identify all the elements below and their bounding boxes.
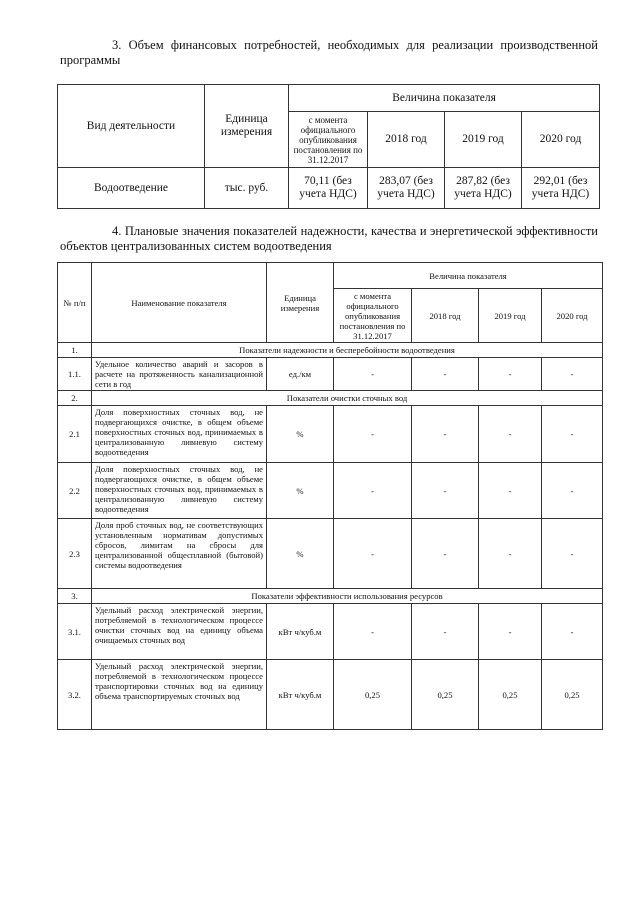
row-number: 2.1 <box>58 406 92 463</box>
financial-needs-table <box>57 84 600 209</box>
value-cell: 70,11 (без учета НДС) <box>289 168 368 209</box>
value-cell: - <box>412 604 479 660</box>
value-cell: - <box>479 519 542 589</box>
col-year-header: 2020 год <box>522 112 600 168</box>
row-number: 2.3 <box>58 519 92 589</box>
col-year-header: 2018 год <box>412 289 479 343</box>
value-cell: - <box>334 604 412 660</box>
value-cell: - <box>479 604 542 660</box>
row-number: 2.2 <box>58 463 92 519</box>
table-row <box>58 660 603 730</box>
col-value-header: Величина показателя <box>334 263 603 289</box>
col-since-header: с момента официального опубликования постановления по 31.12.2017 <box>334 289 412 343</box>
value-cell: - <box>479 406 542 463</box>
value-cell: - <box>542 358 603 391</box>
col-year-header: 2019 год <box>445 112 522 168</box>
indicators-table <box>57 262 603 730</box>
col-no-header: № п/п <box>58 263 92 343</box>
value-cell: 0,25 <box>334 660 412 730</box>
value-cell: - <box>542 406 603 463</box>
value-cell: - <box>412 406 479 463</box>
col-unit-header: Единица измерения <box>205 85 289 168</box>
indicator-name: Удельный расход электрической энергии, потребляемой в технологическом процессе транспортировки сточных вод на единицу объема транспортируемых сточных вод <box>92 660 267 730</box>
value-cell: - <box>479 358 542 391</box>
table-row <box>58 604 603 660</box>
indicator-name: Доля поверхностных сточных вод, не подвергающихся очистке, в общем объеме поверхностных сточных вод, принимаемых в централизованную ливневую систему водоотведения <box>92 406 267 463</box>
row-number: 3.2. <box>58 660 92 730</box>
table-row <box>58 358 603 391</box>
value-cell: - <box>412 358 479 391</box>
indicator-name: Удельное количество аварий и засоров в расчете на протяженность канализационной сети в год <box>92 358 267 391</box>
value-cell: - <box>542 519 603 589</box>
unit-cell: кВт ч/куб.м <box>267 604 334 660</box>
indicator-name: Удельный расход электрической энергии, потребляемой в технологическом процессе очистки сточных вод на единицу объема очищаемых сточных вод <box>92 604 267 660</box>
row-number: 1. <box>58 343 92 358</box>
value-cell: - <box>334 519 412 589</box>
table-row <box>58 463 603 519</box>
unit-cell: % <box>267 406 334 463</box>
unit-cell: ед./км <box>267 358 334 391</box>
col-value-header: Величина показателя <box>289 85 600 112</box>
value-cell: - <box>542 463 603 519</box>
row-number: 1.1. <box>58 358 92 391</box>
unit-cell: % <box>267 463 334 519</box>
col-name-header: Наименование показателя <box>92 263 267 343</box>
col-year-header: 2020 год <box>542 289 603 343</box>
value-cell: 283,07 (без учета НДС) <box>368 168 445 209</box>
section-row <box>58 343 603 358</box>
table-row <box>58 406 603 463</box>
section-title: Показатели очистки сточных вод <box>92 391 603 406</box>
section-3-heading: 3. Объем финансовых потребностей, необходимых для реализации производственной программы <box>60 38 598 67</box>
value-cell: - <box>542 604 603 660</box>
col-unit-header: Единица измерения <box>267 263 334 343</box>
table-row <box>58 168 600 209</box>
indicator-name: Доля проб сточных вод, не соответствующих установленным нормативам допустимых сбросов, лимитам на сбросы для централизованной общесплавной (бытовой) системы водоотведения <box>92 519 267 589</box>
section-row <box>58 391 603 406</box>
unit-cell: тыс. руб. <box>205 168 289 209</box>
row-number: 3. <box>58 589 92 604</box>
row-number: 3.1. <box>58 604 92 660</box>
value-cell: 287,82 (без учета НДС) <box>445 168 522 209</box>
table-row <box>58 519 603 589</box>
value-cell: - <box>412 519 479 589</box>
col-year-header: 2019 год <box>479 289 542 343</box>
col-year-header: 2018 год <box>368 112 445 168</box>
value-cell: - <box>334 358 412 391</box>
unit-cell: кВт ч/куб.м <box>267 660 334 730</box>
value-cell: - <box>479 463 542 519</box>
value-cell: - <box>334 406 412 463</box>
value-cell: 0,25 <box>479 660 542 730</box>
section-row <box>58 589 603 604</box>
value-cell: 0,25 <box>412 660 479 730</box>
section-4-heading: 4. Плановые значения показателей надежности, качества и энергетической эффективности объектов централизованных систем водоотведения <box>60 224 598 253</box>
indicator-name: Доля поверхностных сточных вод, не подвергающихся очистке, в общем объеме поверхностных сточных вод, принимаемых в централизованную ливневую систему водоотведения <box>92 463 267 519</box>
unit-cell: % <box>267 519 334 589</box>
value-cell: 292,01 (без учета НДС) <box>522 168 600 209</box>
col-since-header: с момента официального опубликования постановления по 31.12.2017 <box>289 112 368 168</box>
row-number: 2. <box>58 391 92 406</box>
value-cell: - <box>412 463 479 519</box>
value-cell: - <box>334 463 412 519</box>
value-cell: 0,25 <box>542 660 603 730</box>
col-activity-header: Вид деятельности <box>58 85 205 168</box>
section-title: Показатели надежности и бесперебойности водоотведения <box>92 343 603 358</box>
section-title: Показатели эффективности использования ресурсов <box>92 589 603 604</box>
activity-cell: Водоотведение <box>58 168 205 209</box>
